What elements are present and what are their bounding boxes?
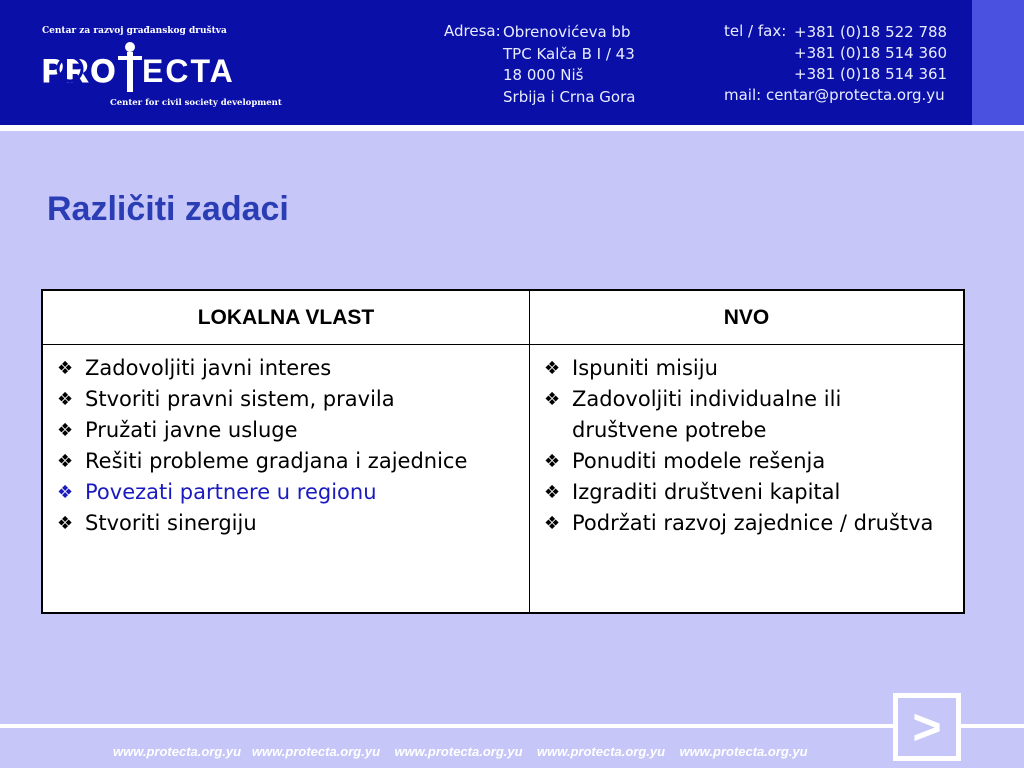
list-item: ❖ Izgraditi društveni kapital — [544, 477, 951, 508]
diamond-bullet-icon: ❖ — [544, 358, 561, 379]
diamond-bullet-icon: ❖ — [57, 482, 74, 503]
address-block — [503, 22, 635, 108]
diamond-bullet-icon: ❖ — [57, 513, 74, 534]
tel-block — [794, 22, 947, 85]
address-line: Obrenovićeva bb — [503, 23, 631, 41]
ngo-list — [544, 353, 951, 539]
list-item: ❖ Ispuniti misiju — [544, 353, 951, 384]
list-item-highlighted: ❖ Povezati partnere u regionu — [57, 477, 517, 508]
table-row — [42, 345, 964, 614]
svg-text:PRO: PRO — [42, 53, 118, 89]
next-arrow-icon: > — [912, 699, 942, 755]
tel-label: tel / fax: — [724, 22, 787, 40]
list-item: ❖ Rešiti probleme gradjana i zajednice — [57, 446, 517, 477]
tel-line: +381 (0)18 514 361 — [794, 65, 948, 83]
diamond-bullet-icon: ❖ — [544, 513, 561, 534]
diamond-bullet-icon: ❖ — [544, 482, 561, 503]
org-name-english: Center for civil society development — [110, 98, 282, 108]
column-header-ngo: NVO — [530, 290, 965, 345]
diamond-bullet-icon: ❖ — [57, 358, 74, 379]
list-item: ❖ Ponuditi modele rešenja — [544, 446, 951, 477]
ngo-cell — [530, 345, 965, 614]
comparison-table — [41, 289, 965, 614]
tel-line: +381 (0)18 514 360 — [794, 44, 948, 62]
address-label: Adresa: — [444, 22, 501, 40]
address-line: Srbija i Crna Gora — [503, 87, 636, 106]
address-line: 18 000 Niš — [503, 66, 584, 84]
list-item: ❖ Stvoriti pravni sistem, pravila — [57, 384, 517, 415]
local-government-list — [57, 353, 517, 539]
column-header-local-government: LOKALNA VLAST — [42, 290, 530, 345]
diamond-bullet-icon: ❖ — [544, 389, 561, 410]
local-government-cell — [42, 345, 530, 614]
svg-text:ECTA: ECTA — [142, 53, 235, 89]
protecta-logo — [40, 42, 265, 94]
mail-line: mail: centar@protecta.org.yu — [724, 86, 945, 104]
address-line: TPC Kalča B I / 43 — [503, 44, 635, 63]
header-band — [0, 0, 1024, 125]
diamond-bullet-icon: ❖ — [544, 451, 561, 472]
diamond-bullet-icon: ❖ — [57, 389, 74, 410]
next-slide-button[interactable] — [893, 693, 961, 761]
list-item: ❖ Zadovoljiti individualne ili društvene potrebe — [544, 384, 951, 446]
list-item: ❖ Stvoriti sinergiju — [57, 508, 517, 539]
footer-links[interactable]: www.protecta.org.yu www.protecta.org.yu www.protecta.org.yu www.protecta.org.yu www.protecta.org.yu — [113, 744, 808, 759]
table-header-row — [42, 290, 964, 345]
diamond-bullet-icon: ❖ — [57, 451, 74, 472]
list-item: ❖ Zadovoljiti javni interes — [57, 353, 517, 384]
slide-title: Različiti zadaci — [47, 190, 289, 228]
org-name-serbian: Centar za razvoj građanskog društva — [42, 26, 227, 36]
list-item: ❖ Pružati javne usluge — [57, 415, 517, 446]
header-accent-strip — [968, 0, 1024, 125]
diamond-bullet-icon: ❖ — [57, 420, 74, 441]
header-divider — [0, 125, 1024, 131]
tel-line: +381 (0)18 522 788 — [794, 23, 948, 41]
list-item: ❖ Podržati razvoj zajednice / društva — [544, 508, 951, 539]
